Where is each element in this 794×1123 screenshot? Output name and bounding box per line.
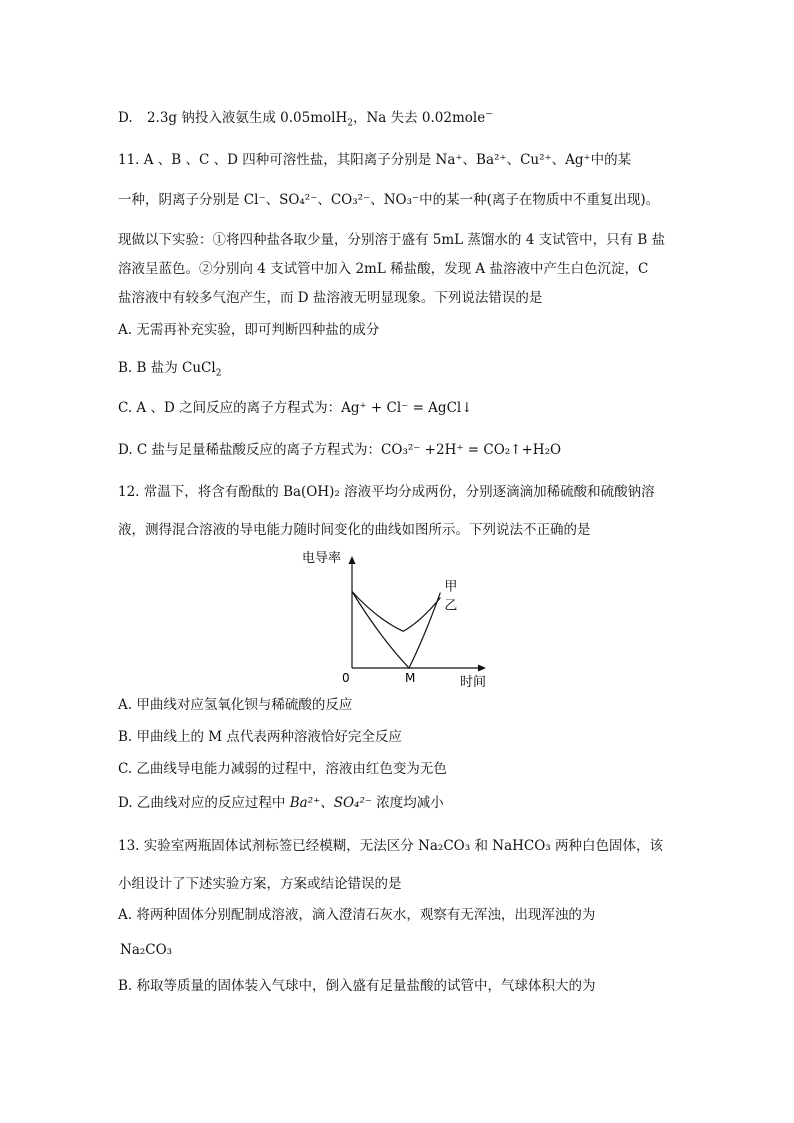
cation-ba: Ba²⁺ bbox=[476, 152, 507, 168]
q13-stem-line-1 bbox=[118, 836, 663, 856]
q11-option-b-text: B. B 盐为 bbox=[118, 360, 183, 376]
q10-text-2: ，Na 失去 bbox=[352, 110, 422, 126]
formula-baoh2: Ba(OH)₂ bbox=[283, 484, 340, 500]
q12-option-c: C. 乙曲线导电能力减弱的过程中，溶液由红色变为无色 bbox=[118, 761, 447, 777]
subscript: 2 bbox=[347, 118, 353, 129]
x-tick-m: M bbox=[405, 671, 416, 685]
q12-stem-text: 12. 常温下，将含有酚酞的 bbox=[118, 484, 284, 500]
q10-option-d bbox=[118, 108, 493, 128]
q11-stem-line-2: 一种，阴离子分别是 Cl⁻、SO₄²⁻、CO₃²⁻、NO₃⁻中的某一种(离子在物质中不重复出现)。 bbox=[118, 192, 660, 208]
q13-stem-text-c: 两种白色固体，该 bbox=[550, 838, 663, 854]
x-axis-label: 时间 bbox=[460, 675, 487, 690]
formula-cucl2: CuCl bbox=[182, 360, 216, 376]
series-line-1 bbox=[352, 592, 440, 669]
q12-stem-line-1 bbox=[118, 482, 655, 502]
q13-option-a-formula: Na₂CO₃ bbox=[120, 942, 173, 958]
anion-co3: CO₃²⁻ bbox=[330, 192, 371, 208]
electron-amount: 0.02mole bbox=[421, 110, 486, 126]
subscript: 2 bbox=[215, 368, 222, 379]
formula-nahco3: NaHCO₃ bbox=[492, 838, 551, 854]
series-label-2: 乙 bbox=[444, 598, 458, 614]
cation-cu: Cu²⁺ bbox=[520, 152, 552, 168]
x-axis-arrow bbox=[478, 665, 486, 672]
cation-ag: Ag⁺ bbox=[565, 152, 591, 168]
q11-stem-text-2: 一种，阴离子分别是 bbox=[118, 192, 244, 208]
formula-h2: 0.05molH bbox=[280, 110, 348, 126]
q13-stem-and: 和 bbox=[470, 838, 493, 854]
superscript: − bbox=[485, 109, 493, 120]
conductivity-chart bbox=[300, 542, 500, 692]
q11-option-c bbox=[118, 398, 473, 418]
q12-option-b: B. 甲曲线上的 M 点代表两种溶液恰好完全反应 bbox=[118, 729, 402, 745]
q12-stem-line-2: 液，测得混合溶液的导电能力随时间变化的曲线如图所示。下列说法不正确的是 bbox=[118, 522, 591, 538]
anion-so4: SO₄²⁻ bbox=[279, 192, 318, 208]
option-letter: D. bbox=[118, 110, 133, 126]
q12-option-a: A. 甲曲线对应氢氧化钡与稀硫酸的反应 bbox=[118, 697, 353, 713]
q13-option-a: A. 将两种固体分别配制成溶液，滴入澄清石灰水，观察有无浑浊，出现浑浊的为 bbox=[118, 907, 596, 923]
q10-text: 钠投入液氨生成 bbox=[177, 110, 281, 126]
ionic-equation-agcl: Ag⁺ + Cl⁻ = AgCl↓ bbox=[341, 400, 473, 416]
q13-stem-text: 13. 实验室两瓶固体试剂标签已经模糊，无法区分 bbox=[118, 838, 419, 854]
anion-no3: NO₃⁻ bbox=[383, 192, 420, 208]
q11-stem-line-3: 现做以下实验：①将四种盐各取少量，分别溶于盛有 5mL 蒸馏水的 4 支试管中，只有 B 盐 bbox=[118, 232, 666, 248]
formula-na2co3: Na₂CO₃ bbox=[418, 838, 471, 854]
q11-option-c-text: C. A 、D 之间反应的离子方程式为： bbox=[118, 400, 342, 416]
q11-stem-line-5: 盐溶液中有较多气泡产生，而 D 盐溶液无明显现象。下列说法错误的是 bbox=[118, 290, 543, 306]
q11-option-d bbox=[118, 440, 561, 460]
ionic-equation-co2: CO₃²⁻ +2H⁺ = CO₂↑+H₂O bbox=[381, 442, 562, 458]
q11-stem-text-b: 中的某 bbox=[590, 152, 632, 168]
q12-option-d bbox=[118, 793, 444, 813]
q11-stem-text: 11. A 、B 、C 、D 四种可溶性盐，其阳离子分别是 bbox=[118, 152, 436, 168]
y-axis-arrow bbox=[349, 556, 356, 564]
origin-label: 0 bbox=[342, 671, 350, 685]
q12-stem-text-b: 溶液平均分成两份，分别逐滴滴加稀硫酸和硫酸钠溶 bbox=[339, 484, 655, 500]
y-axis-label: 电导率 bbox=[302, 551, 342, 566]
anion-cl: Cl⁻ bbox=[243, 192, 266, 208]
q11-option-d-text: D. C 盐与足量稀盐酸反应的离子方程式为： bbox=[118, 442, 382, 458]
q11-option-b bbox=[118, 358, 221, 378]
q11-stem-line-1: 11. A 、B 、C 、D 四种可溶性盐，其阳离子分别是 Na⁺、Ba²⁺、Cu²⁺、Ag⁺中的某 bbox=[118, 152, 632, 168]
q13-stem-line-2: 小组设计了下述实验方案，方案或结论错误的是 bbox=[118, 876, 402, 892]
ions-ba-so4: Ba²⁺、SO₄²⁻ bbox=[289, 795, 372, 811]
q11-stem-text-2b: 中的某一种(离子在物质中不重复出现)。 bbox=[419, 192, 660, 208]
mass-value: 2.3g bbox=[146, 110, 178, 126]
q12-option-d-text-b: 浓度均减小 bbox=[372, 795, 444, 811]
series-group bbox=[352, 580, 457, 668]
q12-option-d-text: D. 乙曲线对应的反应过程中 bbox=[118, 795, 290, 811]
series-label-1: 甲 bbox=[444, 579, 458, 595]
q13-option-b: B. 称取等质量的固体装入气球中，倒入盛有足量盐酸的试管中，气球体积大的为 bbox=[118, 978, 596, 994]
q11-stem-line-4: 溶液呈蓝色。②分别向 4 支试管中加入 2mL 稀盐酸，发现 A 盐溶液中产生白色沉淀，C bbox=[118, 261, 649, 277]
q11-option-a: A. 无需再补充实验，即可判断四种盐的成分 bbox=[118, 322, 380, 338]
chart-axes bbox=[349, 556, 487, 672]
cation-na: Na⁺ bbox=[435, 152, 463, 168]
